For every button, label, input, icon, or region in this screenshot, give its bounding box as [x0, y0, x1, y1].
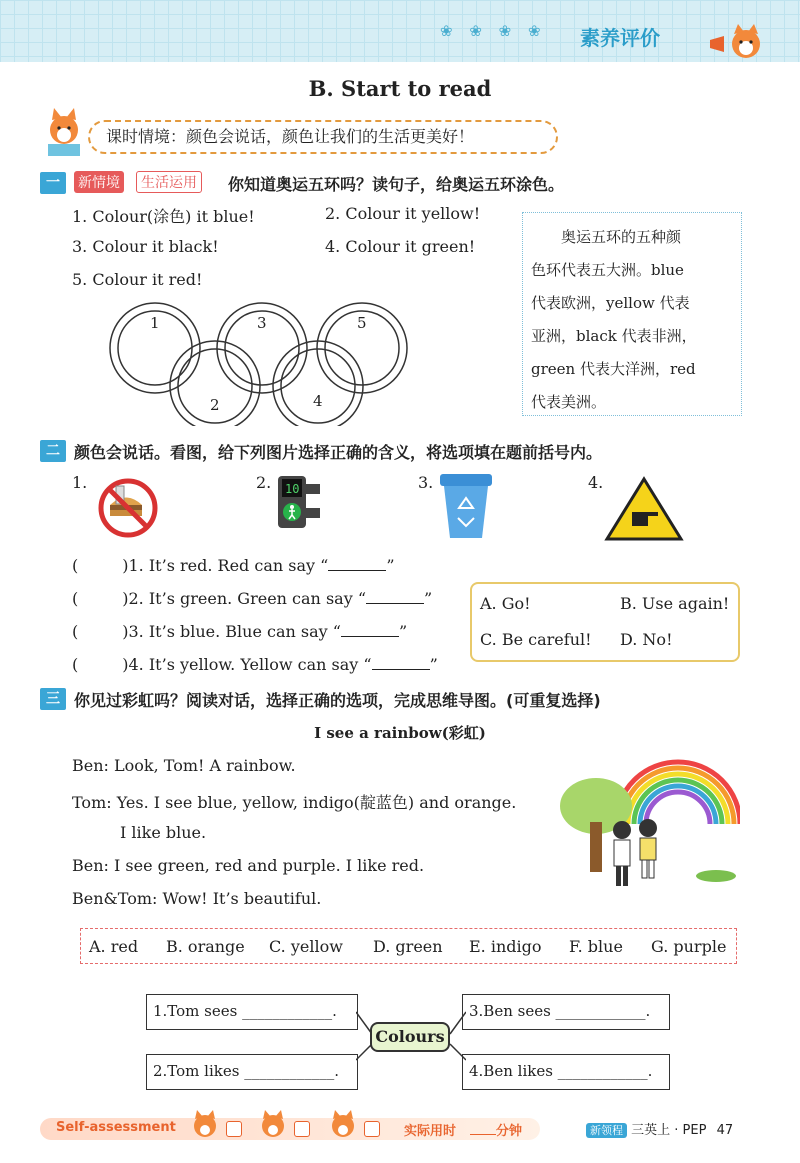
- fox-face-icon: [190, 1110, 220, 1140]
- options-box: [470, 582, 740, 662]
- choices-box: [80, 928, 737, 964]
- answer-blank[interactable]: [372, 669, 430, 670]
- self-assessment-label: Self-assessment: [56, 1120, 176, 1135]
- pic-number-4: 4.: [588, 473, 604, 492]
- recycle-bin-icon: [436, 470, 496, 542]
- note-line: 代表美洲。: [531, 393, 607, 411]
- new-context-tag: 新情境: [74, 171, 124, 193]
- choice-f: F. blue: [569, 937, 623, 956]
- dialogue-line: I like blue.: [120, 823, 207, 842]
- instruction-2: 2. Colour it yellow!: [325, 204, 481, 223]
- choice-a: A. red: [89, 937, 139, 956]
- rating-checkbox[interactable]: [364, 1121, 380, 1137]
- olympic-rings: [100, 296, 420, 426]
- mindmap-tom-sees[interactable]: 1.Tom sees ____________.: [146, 994, 358, 1030]
- ring-label-2: 2: [210, 396, 220, 414]
- ring-label-4: 4: [313, 392, 323, 410]
- page-number: 47: [716, 1123, 734, 1138]
- note-line: green 代表大洋洲，red: [531, 360, 696, 378]
- choice-e: E. indigo: [469, 937, 542, 956]
- option-c: C. Be careful!: [480, 630, 592, 649]
- instruction-5: 5. Colour it red!: [72, 270, 203, 289]
- option-d: D. No!: [620, 630, 673, 649]
- mindmap-ben-likes[interactable]: 4.Ben likes ____________.: [462, 1054, 670, 1090]
- publisher-line: [586, 1119, 733, 1138]
- scenario-banner: 课时情境：颜色会说话，颜色让我们的生活更美好！: [88, 120, 558, 154]
- choice-c: C. yellow: [269, 937, 343, 956]
- question-1: ( )1. It’s red. Red can say “ ”: [72, 556, 395, 575]
- brand-tag: 新领程: [586, 1123, 627, 1138]
- section-3-number: 三: [40, 688, 66, 710]
- answer-blank[interactable]: [341, 636, 399, 637]
- mindmap-center: Colours: [370, 1022, 450, 1052]
- traffic-light-icon: [272, 470, 326, 532]
- time-label: 实际用时: [404, 1124, 457, 1139]
- caution-sign-icon: [604, 476, 684, 542]
- instruction-1: 1. Colour(涂色) it blue!: [72, 207, 255, 226]
- mindmap-ben-sees[interactable]: 3.Ben sees ____________.: [462, 994, 670, 1030]
- pic-number-3: 3.: [418, 473, 434, 492]
- section-3-title: 你见过彩虹吗？阅读对话，选择正确的选项，完成思维导图。(可重复选择): [74, 691, 601, 710]
- instruction-3: 3. Colour it black!: [72, 237, 219, 256]
- instruction-4: 4. Colour it green!: [325, 237, 476, 256]
- section-1-title: 你知道奥运五环吗？读句子，给奥运五环涂色。: [228, 175, 565, 194]
- dialogue-line: Ben: I see green, red and purple. I like red.: [72, 856, 425, 875]
- note-line: 奥运五环的五种颜: [561, 228, 682, 246]
- rating-checkbox[interactable]: [226, 1121, 242, 1137]
- countdown-number: 10: [285, 482, 300, 496]
- ring-label-3: 3: [257, 314, 267, 332]
- answer-blank[interactable]: [366, 603, 424, 604]
- mindmap-tom-likes[interactable]: 2.Tom likes ____________.: [146, 1054, 358, 1090]
- question-3: ( )3. It’s blue. Blue can say “ ”: [72, 622, 408, 641]
- rating-checkbox[interactable]: [294, 1121, 310, 1137]
- header-band: [0, 0, 800, 62]
- header-badge: 素养评价: [580, 26, 660, 50]
- ring-label-1: 1: [150, 314, 160, 332]
- option-a: A. Go!: [480, 594, 531, 613]
- page-title: B. Start to read: [308, 76, 492, 101]
- option-b: B. Use again!: [620, 594, 730, 613]
- fox-face-icon: [258, 1110, 288, 1140]
- question-4: ( )4. It’s yellow. Yellow can say “ ”: [72, 655, 438, 674]
- question-2: ( )2. It’s green. Green can say “ ”: [72, 589, 433, 608]
- dialogue-line: Ben: Look, Tom! A rainbow.: [72, 756, 296, 775]
- olympic-note: [522, 212, 742, 416]
- no-junk-food-sign-icon: [92, 478, 164, 538]
- paw-prints-icon: ❀ ❀ ❀ ❀: [440, 22, 547, 40]
- answer-blank[interactable]: [328, 570, 386, 571]
- time-blank[interactable]: [470, 1134, 496, 1135]
- pic-number-2: 2.: [256, 473, 272, 492]
- dialogue-line: Ben&Tom: Wow! It’s beautiful.: [72, 889, 322, 908]
- dialogue-title: I see a rainbow(彩虹): [314, 724, 486, 742]
- section-2-title: 颜色会说话。看图，给下列图片选择正确的含义，将选项填在题前括号内。: [74, 443, 603, 462]
- fox-mascot-icon: [706, 22, 766, 62]
- note-line: 亚洲，black 代表非洲，: [531, 327, 697, 345]
- section-1-number: 一: [40, 172, 66, 194]
- choice-b: B. orange: [166, 937, 245, 956]
- fox-reading-icon: [40, 108, 88, 158]
- ring-label-5: 5: [357, 314, 367, 332]
- rainbow-illustration: [556, 744, 740, 894]
- choice-d: D. green: [373, 937, 443, 956]
- section-2-number: 二: [40, 440, 66, 462]
- dialogue-line: Tom: Yes. I see blue, yellow, indigo(靛蓝色) and orange.: [72, 793, 517, 812]
- life-use-tag: 生活运用: [136, 171, 202, 193]
- book-info: 三英上 · PEP: [631, 1123, 707, 1138]
- choice-g: G. purple: [651, 937, 727, 956]
- fox-face-icon: [328, 1110, 358, 1140]
- time-unit: 分钟: [496, 1124, 523, 1139]
- note-line: 色环代表五大洲。blue: [531, 261, 684, 279]
- pic-number-1: 1.: [72, 473, 88, 492]
- note-line: 代表欧洲，yellow 代表: [531, 294, 690, 312]
